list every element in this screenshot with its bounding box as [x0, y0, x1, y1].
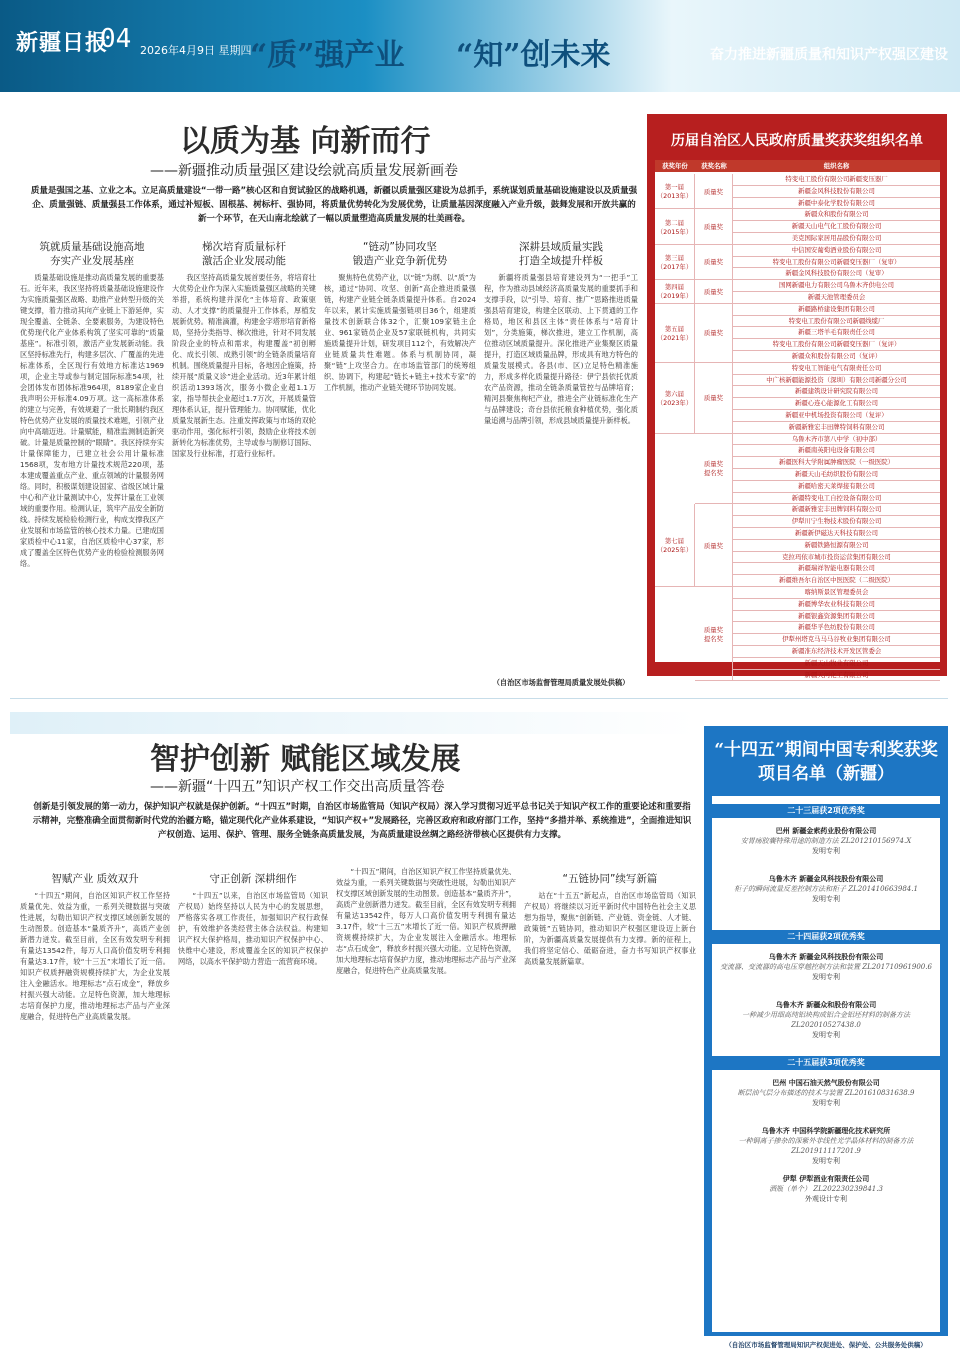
award-org-row: 新疆亚中机场投资有限公司（复评）: [733, 410, 940, 422]
section-heading: 深耕县域质量实践 打造全域提升样板: [519, 241, 603, 267]
article2-column-1: [20, 866, 170, 1350]
patent-type: 发明专利: [812, 1157, 840, 1165]
award-org-row: 新疆准东经济技术开发区管委会: [733, 646, 940, 658]
article1-lede: 质量是强国之基、立业之本。立足高质量建设“一带一路”核心区和自贸试验区的战略机遇，新疆以质量强区建设为总抓手，系统谋划质量基础设施建设以及质量强企、质量强链、质量强县工作体系，通过补短板、固根基、树标杆、强协同，将质量优势转化为发展优势，让质量基因深度融入产业升级，鼓舞发展和开放共赢的新一个环节，在天山南北绘就了一幅以质量塑造高质量发展的壮美画卷。: [30, 186, 638, 224]
article1-byline: （自治区市场监督管理局质量发展处供稿）: [492, 678, 630, 687]
patent-section-header: 二十五届获3项优秀奖: [712, 1056, 940, 1070]
award-org-row: 新疆新雅宏丰田牌特饲料有限公司: [733, 422, 940, 434]
award-name-cell: 质量奖: [695, 174, 733, 209]
award-org-row: 新疆瑞祥智能电器有限公司: [733, 563, 940, 575]
award-name-cell: 质量奖: [695, 504, 733, 587]
slogan-ip: “知”创未来: [456, 38, 611, 73]
patent-entry: [712, 874, 940, 904]
section-body: “十四五”以来，自治区市场监管局（知识产权局）始终坚持以人民为中心的发展思想，严格落实各项工作责任，加强知识产权行政保护，有效维护各类经营主体合法权益。构建知识产权大保护格局，推动知识产权保护中心、快维中心建设，形成覆盖全区的知识产权保护网络，以高水平保护助力营造一流营商环境。: [178, 891, 328, 966]
section-body: “十四五”期间，自治区知识产权工作坚持质量优先、效益为重，一系列关键数据与突破性进展，勾勒出知识产权支撑区域创新发展的生动图景。创造基本“量质齐升”，高质产业创新潜力迸发。截至目前，全区有效发明专利拥有量达13542件，每万人口高价值发明专利拥有量达3.17件，较“十三五”末增长了近一倍。知识产权质押融资规模持续扩大，为企业发展注入金融活水。地理标志“点石成金”，释放乡村振兴强大动能。立足特色资源，加大地理标志培育保护力度，推动地理标志产品与产业深度融合，促进特色产业高质量发展。: [336, 867, 516, 975]
award-org-row: 新疆心连心能源化工有限公司: [733, 398, 940, 410]
section-heading: 筑就质量基础设施高地 夯实产业发展基座: [39, 241, 145, 267]
slogan-quality: “质”强产业: [250, 38, 405, 73]
award-org-row: 新疆金风科技股份有限公司: [733, 186, 940, 198]
award-org-row: 新疆医科大学附属肿瘤医院（一级医院）: [733, 457, 940, 469]
section-body: 我区坚持高质量发展首要任务，将培育壮大优势企业作为深入实施质量强区战略的关键举措，系统构建并深化“主体培育、政策驱动、人才支撑”的质量提升工作体系，厚植发展新优势。精准滴灌，构建金字塔形培育新格局，坚持分类指导、梯次推进，针对不同发展阶段企业的特点和需求，构建覆盖“初创孵化、成长引领、成熟引领”的全链条质量培育机制。围绕质量提升目标，各地因企施策，持续开展“质量义诊”进企业活动。近3年累计组织活动1393场次，服务小微企业超1.1万家，指导帮扶企业超过1.7万次，开展质量管理体系认证，提升管理能力。协同赋能，优化质量发展新生态。注重发挥政策与市场的双轮驱动作用，强化标杆引领，鼓励企业将技术创新转化为标准优势，主导或参与制修订国际、国家及行业标准，打造行业标杆。: [172, 273, 316, 458]
award-org-row: 乌鲁木齐市第八中学（初中部）: [733, 434, 940, 446]
section-heading: 梯次培育质量标杆 激活企业发展动能: [202, 241, 286, 267]
award-name-cell: 质量奖: [695, 209, 733, 244]
award-name-cell: 质量奖: [695, 245, 733, 280]
patent-title: 安胃疡胶囊特殊用途的制造方法 ZL201210156974.X: [740, 837, 912, 845]
article1-subtitle: ——新疆推动质量强区建设绘就高质量发展新画卷: [150, 163, 458, 179]
patent-entry: [712, 1078, 940, 1108]
article2-column-4: [524, 866, 696, 1350]
award-org-row: 中信国安葡萄酒业股份有限公司: [733, 245, 940, 257]
article2-byline: （自治区市场监督管理局知识产权促进处、保护处、公共服务处供稿）: [725, 1341, 927, 1349]
patent-type: 发明专利: [812, 1099, 840, 1107]
article1-column-1: [20, 234, 164, 698]
award-org-row: 新疆路桥建设集团有限公司: [733, 304, 940, 316]
award-table: [655, 160, 940, 679]
patent-org: 伊犁 伊犁酒业有限责任公司: [782, 1175, 870, 1183]
article2-lede: 创新是引领发展的第一动力，保护知识产权就是保护创新。“十四五”时期，自治区市场监管局（知识产权局）深入学习贯彻习近平总书记关于知识产权工作的重要论述和重要指示精神，完整准确全面贯彻新时代党的治疆方略，锚定现代化产业体系建设，“知识产权+”发展路径，完善区政府和政府部门工作，坚持“多措并举、系统推进”，全面推进知识产权创造、运用、保护、管理、服务全链条高质量发展，为高质量建设丝绸之路经济带核心区提供有力支撑。: [32, 802, 692, 840]
article1-title: 以质为基 向新而行: [180, 124, 431, 159]
award-name-cell: 质量奖: [695, 280, 733, 304]
patent-section-header: 二十三届获2项优秀奖: [712, 804, 940, 818]
issue-date: 2026年4月9日 星期四: [140, 44, 252, 57]
award-org-row: 特变电工智能电气有限责任公司: [733, 363, 940, 375]
award-org-row: 喀纳斯景区管理委员会: [733, 587, 940, 599]
award-org-row: 新疆天山牧业有限公司: [733, 658, 940, 670]
patent-type: 发明专利: [812, 973, 840, 981]
award-year-cell: 第六届 （2023年）: [655, 363, 695, 434]
award-year-cell: 第二届 （2015年）: [655, 209, 695, 244]
award-org-row: 新疆建筑设计研究院有限公司: [733, 386, 940, 398]
award-org-row: 新疆银鑫资源集团有限公司: [733, 611, 940, 623]
section-heading: “五链协同”续写新篇: [562, 873, 658, 885]
award-org-row: 新疆新伊磁达天科技有限公司: [733, 528, 940, 540]
award-org-row: 中广核新疆能源投资（深圳）有限公司新疆分公司: [733, 375, 940, 387]
page-theme: 奋力推进新疆质量和知识产权强区建设: [710, 47, 948, 63]
col-header-year: 获奖年份: [655, 160, 695, 172]
patent-type: 外观设计专利: [805, 1195, 847, 1203]
award-year-cell: 第七届 （2025年）: [655, 504, 695, 587]
patent-entry: [712, 1126, 940, 1166]
award-org-row: 新疆三塔羊毛有限责任公司: [733, 327, 940, 339]
award-name-cell: 质量奖: [695, 304, 733, 363]
award-year-cell: 第三届 （2017年）: [655, 245, 695, 280]
award-org-row: 克拉玛依市城市投资运营集团有限公司: [733, 552, 940, 564]
patent-title: 酒瓶（单个） ZL202230239841.3: [769, 1185, 883, 1193]
award-org-row: 新疆天山电气化工股份有限公司: [733, 221, 940, 233]
award-org-row: 新疆维吾尔自治区中医医院（二级医院）: [733, 575, 940, 587]
col-header-org: 组织名称: [733, 160, 940, 172]
patent-org: 乌鲁木齐 新疆金风科技股份有限公司: [768, 875, 884, 883]
award-name-cell: 质量奖 提名奖: [695, 434, 733, 505]
award-org-row: 新疆哈密天莱焊接有限公司: [733, 481, 940, 493]
section-body: 质量基础设施是推动高质量发展的重要基石。近年来，我区坚持将质量基础设施建设作为实施质量强区战略、助推产业转型升级的关键支撑，着力推动其向产业链上下游延伸，实现全覆盖、全链条、全要素服务，为建设特色优势现代化产业体系构筑了坚实可靠的“质量基座”。标准引领，激活产业发展新动能。我区坚持标准先行，构建多层次、广覆盖的先进标准体系，全区现行有效地方标准达1969项，企业主导或参与制定国际标准54项，社会团体发布团体标准964项，8189家企业自我声明公开标准4.09万项。这一高标准体系的建立与完善，有效规避了一批长期制约我区特色优势产业发展的质量技术难题，引领产业向中高端迈进。计量赋能，精准监测制造新突破。计量是质量控制的“眼睛”。我区持续夯实计量保障能力，已建立社会公用计量标准1568项，发布地方计量技术规范220项，基本建成覆盖重点产业、重点领域的计量服务网络。同时，积极谋划建设国家、省级区域计量中心和产业计量测试中心，发挥计量在工业领域的重要作用。检测认证，筑牢产品安全新防线。持续发展检验检测行业，构成支撑我区产业发展和市场监管的核心技术力量。已建成国家质检中心11家，自治区质检中心37家，形成了覆盖全区特色优势产业的检验检测服务网络。: [20, 273, 164, 568]
article1-column-2: [172, 234, 316, 698]
award-org-row: 新疆中泰化学股份有限公司: [733, 198, 940, 210]
award-org-row: 新疆南英阳电设备有限公司: [733, 445, 940, 457]
patent-type: 发明专利: [812, 895, 840, 903]
award-org-row: 特变电工股份有限公司新疆线缆厂: [733, 316, 940, 328]
article2-column-2: [178, 866, 328, 1350]
award-org-row: 新疆金风科技股份有限公司（复审）: [733, 268, 940, 280]
section-body: 聚焦特色优势产业，以“链”为纲、以“质”为核，通过“协同、攻坚、创新”高企推进质量强链，构建产业链全链条质量提升体系。自2024年以来，累计实施质量强链项目36个，组建质量技术创新联合体32个，汇聚109家链主企业、961家链员企业及57家联链机构，共同实施质量提升计划，研发项目112个，有效解决产业链质量共性难题。体系与机制协同，凝聚“链”上攻坚合力。在市场监管部门的统筹组织、协调下，构建起“链长+链主+技术专家”的工作机制，推动产业链关键环节协同发展。: [324, 273, 476, 392]
award-org-row: 美克国际家居用品股份有限公司: [733, 233, 940, 245]
award-org-row: 新疆新雅宏丰田牌饲料有限公司: [733, 504, 940, 516]
patent-type: 发明专利: [812, 847, 840, 855]
award-org-row: 新疆铁路恒源有限公司: [733, 540, 940, 552]
patent-org: 巴州 中国石油天然气股份有限公司: [772, 1079, 880, 1087]
patent-title: 一种减少用细高纯铝块构成铝合金铝坯材料的制备方法 ZL202010527438.0: [742, 1011, 910, 1029]
award-org-row: 新疆众和股份有限公司（复评）: [733, 351, 940, 363]
award-org-row: 新疆特变电工自控设备有限公司: [733, 493, 940, 505]
patent-title: 一种铜离子掺杂的深紫外非线性光学晶体材料的制备方法 ZL201911117201.9: [738, 1137, 914, 1155]
award-name-cell: 质量奖 提名奖: [695, 587, 733, 681]
patent-entry: [712, 826, 940, 856]
section-heading: “链动”协同攻坚 锻造产业竞争新优势: [352, 241, 448, 267]
newspaper-logo: 新疆日报: [16, 30, 109, 56]
award-org-row: 新疆天池管理委员会: [733, 292, 940, 304]
patent-title: 断层油气层分布描述的技术与装置 ZL201610831638.9: [737, 1089, 915, 1097]
patent-org: 乌鲁木齐 中国科学院新疆理化技术研究所: [761, 1127, 891, 1135]
patent-org: 乌鲁木齐 新疆金风科技股份有限公司: [768, 953, 884, 961]
award-name-cell: 质量奖: [695, 363, 733, 434]
award-org-row: 新疆博华农业科技有限公司: [733, 599, 940, 611]
article2-column-3: [336, 866, 516, 1350]
article2-title-band: [10, 712, 696, 734]
award-org-row: 新疆天山毛纺织股份有限公司: [733, 469, 940, 481]
article2-title: 智护创新 赋能区域发展: [150, 742, 461, 777]
award-org-row: 特变电工股份有限公司新疆变压器厂: [733, 174, 940, 186]
section-body: 站在“十五五”新起点，自治区市场监管局（知识产权局）将继续以习近平新时代中国特色社会主义思想为指导，聚焦“创新链、产业链、资金链、人才链、政策链”五链协同，推动知识产权强区建设迈上新台阶，为新疆高质量发展提供有力支撑。新的征程上，我们将坚定信心、砥砺奋进，奋力书写知识产权事业高质量发展新篇章。: [524, 891, 696, 966]
award-org-row: 新疆众和股份有限公司: [733, 209, 940, 221]
article2-subtitle: ——新疆“十四五”知识产权工作交出高质量答卷: [150, 779, 445, 795]
patent-list: [712, 796, 940, 1332]
award-panel-title: 历届自治区人民政府质量奖获奖组织名单: [671, 133, 923, 149]
patent-entry: [712, 1174, 940, 1204]
patent-org: 巴州 新疆金索药业股份有限公司: [775, 827, 877, 835]
award-year-cell: 第五届 （2021年）: [655, 304, 695, 363]
patent-entry: [712, 1000, 940, 1040]
award-org-row: 伊犁川宁生物技术股份有限公司: [733, 516, 940, 528]
section-divider: [10, 698, 948, 699]
award-org-row: 特变电工股份有限公司新疆变压器厂（复评）: [733, 339, 940, 351]
section-body: “十四五”期间，自治区知识产权工作坚持质量优先、效益为重，一系列关键数据与突破性进展，勾勒出知识产权支撑区域创新发展的生动图景。创造基本“量质齐升”，高质产业创新潜力迸发。截至目前，全区有效发明专利拥有量达13542件，每万人口高价值发明专利拥有量达3.17件，较“十三五”末增长了近一倍。知识产权质押融资规模持续扩大，为企业发展注入金融活水。地理标志“点石成金”，释放乡村振兴强大动能。立足特色资源，加大地理标志培育保护力度，推动地理标志产品与产业深度融合，促进特色产业高质量发展。: [20, 891, 170, 1021]
section-heading: 智赋产业 质效双升: [51, 873, 139, 885]
article1-column-3: [324, 234, 476, 698]
patent-section-header: 二十四届获2项优秀奖: [712, 930, 940, 944]
patent-title: 柜子的瞬间流量反差控制方法和柜子 ZL201410663984.1: [734, 885, 918, 893]
award-org-row: 国网新疆电力有限公司乌鲁木齐供电公司: [733, 280, 940, 292]
award-year-cell: 第四届 （2019年）: [655, 280, 695, 304]
award-org-row: 伊犁州塔克马马马谷牧业集团有限公司: [733, 634, 940, 646]
award-org-row: 特变电工股份有限公司新疆变压器厂（复审）: [733, 257, 940, 269]
section-body: 新疆将质量强县培育建设列为“一把手”工程，作为推动县域经济高质量发展的重要抓手和支撑手段，以“引导、培育、推广”思路推进质量强县培育建设，构建全区联动、上下贯通的工作格局，地区和县区主体“责任体系与“培育计划”，分类施策，梯次推进，建立工作机制，高位推动区域质量提升。深化推进产业集聚区质量提升，打造区域质量品牌，形成具有地方特色的质量发展模式。各县(市、区)立足特色精准施力，形成多样化质量提升路径：伊宁县依托优质农产品资源，推动全链条质量管控与品牌培育；精河县聚焦枸杞产业，推进全产业链标准化生产与品牌建设；奇台县依托粮食种植优势，强化质量追溯与品牌引领，形成县域质量提升新样板。: [484, 273, 638, 425]
patent-panel-title: “十四五”期间中国专利奖获奖项目名单（新疆）: [714, 740, 938, 784]
patent-entry: [712, 952, 940, 982]
award-org-row: 新疆天河化工有限公司: [733, 670, 940, 682]
patent-type: 发明专利: [812, 1031, 840, 1039]
article1-column-4: [484, 234, 638, 674]
page-number: 04: [100, 24, 132, 54]
award-year-cell: 第一届 （2013年）: [655, 174, 695, 209]
col-header-award: 获奖名称: [695, 160, 733, 172]
award-org-row: 新疆华孚色纺股份有限公司: [733, 622, 940, 634]
patent-org: 乌鲁木齐 新疆众和股份有限公司: [775, 1001, 877, 1009]
section-heading: 守正创新 深耕细作: [209, 873, 297, 885]
patent-title: 变流器、变流器的高电压穿越控制方法和装置 ZL201710961900.6: [720, 963, 932, 971]
